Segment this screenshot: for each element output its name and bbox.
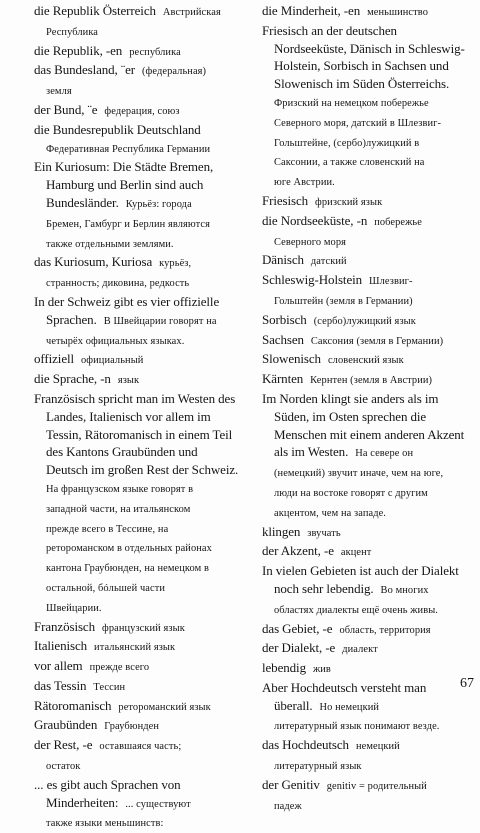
german-term: Slowenisch im Süden Österreichs.: [274, 76, 450, 92]
glossary-entry: [34, 81, 264, 101]
glossary-entry: [262, 350, 478, 370]
glossary-entry: [34, 794, 264, 814]
german-term: Kärnten: [262, 371, 304, 387]
german-term: Sorbisch: [262, 311, 307, 327]
glossary-entry: [262, 212, 478, 232]
glossary-entry: [262, 620, 478, 640]
german-term: klingen: [262, 523, 301, 539]
german-term: Deutsch im großen Rest der Schweiz.: [46, 462, 239, 478]
russian-translation: республика: [129, 46, 181, 58]
glossary-entry: [262, 796, 478, 816]
glossary-entry: [34, 618, 264, 638]
russian-translation: литературный язык: [274, 761, 362, 773]
glossary-entry: [34, 2, 264, 22]
glossary-entry: [34, 426, 264, 444]
german-term: des Kantons Graubünden und: [46, 444, 198, 460]
russian-translation: датский: [310, 256, 347, 268]
russian-translation: прежде всего: [89, 662, 150, 674]
glossary-entry: [34, 22, 264, 42]
russian-translation: прежде всего в Тессине, на: [46, 523, 169, 535]
russian-translation: Северного моря: [274, 236, 347, 248]
german-term: Minderheiten:: [46, 794, 119, 810]
german-term: In der Schweiz gibt es vier offizielle: [34, 293, 220, 309]
glossary-entry: [262, 2, 478, 22]
russian-translation: В Швейцарии говорят на: [103, 315, 217, 327]
german-term: das Hochdeutsch: [262, 737, 349, 753]
glossary-entry: [262, 736, 478, 756]
german-term: Französisch spricht man im Westen des: [34, 390, 236, 406]
glossary-entry: [34, 61, 264, 81]
glossary-entry: [34, 637, 264, 657]
russian-translation: Республика: [46, 26, 99, 38]
german-term: offiziell: [34, 351, 75, 367]
russian-translation: кантона Граубюнден, на немецком в: [46, 563, 209, 575]
glossary-entry: [262, 463, 478, 483]
russian-translation: звучать: [307, 527, 341, 539]
glossary-entry: [262, 776, 478, 796]
german-term: In vielen Gebieten ist auch der Dialekt: [262, 563, 459, 579]
glossary-entry: [262, 57, 478, 75]
german-term: Landes, Italienisch vor allem im: [46, 408, 211, 424]
german-term: noch sehr lebendig.: [274, 580, 374, 596]
glossary-entry: [262, 40, 478, 58]
russian-translation: падеж: [274, 800, 302, 812]
russian-translation: итальянский язык: [94, 642, 176, 654]
glossary-entry: [34, 390, 264, 408]
russian-translation: Швейцарии.: [46, 602, 102, 614]
russian-translation: областях диалекты ещё очень живы.: [274, 604, 438, 616]
german-term: Schleswig-Holstein: [262, 272, 363, 288]
german-term: Französisch: [34, 618, 95, 634]
glossary-entry: [262, 426, 478, 444]
russian-translation: На французском языке говорят в: [46, 483, 194, 495]
glossary-entry: [34, 813, 264, 833]
german-term: Menschen mit einem anderen Akzent: [274, 426, 465, 442]
russian-translation: люди на востоке говорят с другим: [274, 487, 428, 499]
glossary-entry: [262, 390, 478, 408]
german-term: Italienisch: [34, 638, 88, 654]
german-term: Rätoromanisch: [34, 697, 112, 713]
german-term: Dänisch: [262, 252, 304, 268]
russian-translation: меньшинство: [367, 7, 429, 18]
russian-translation: федерация, союз: [104, 105, 180, 117]
russian-translation: жив: [312, 664, 331, 676]
russian-translation: юге Австрии.: [274, 177, 335, 189]
russian-translation: земля: [46, 86, 72, 98]
glossary-entry: [34, 736, 264, 756]
glossary-entry: [262, 679, 478, 697]
russian-translation: ретороманском в отдельных районах: [46, 543, 212, 555]
glossary-entry: [34, 214, 264, 234]
russian-translation: французский язык: [102, 622, 185, 634]
russian-translation: genitiv = родительный: [326, 780, 427, 792]
german-term: die Minderheit, -en: [262, 3, 361, 18]
glossary-entry: [262, 600, 478, 620]
russian-translation: На севере он: [355, 448, 414, 460]
russian-translation: Гольштейне, (сербо)лужицкий в: [274, 137, 420, 149]
glossary-entry: [262, 75, 478, 93]
german-term: das Bundesland, ¨er: [34, 62, 135, 78]
russian-translation: Курьёз: города: [125, 198, 192, 210]
german-term: Friesisch an der deutschen: [262, 22, 397, 38]
german-term: die Bundesrepublik Deutschland: [34, 121, 201, 137]
russian-translation: Бремен, Гамбург и Берлин являются: [46, 218, 210, 230]
glossary-entry: [34, 558, 264, 578]
german-term: das Gebiet, -e: [262, 620, 333, 636]
glossary-entry: [262, 172, 478, 192]
glossary-entry: [34, 273, 264, 293]
russian-translation: Кернтен (земля в Австрии): [310, 375, 433, 387]
glossary-entry: [34, 350, 264, 370]
glossary-entry: [262, 523, 478, 543]
russian-translation: Но немецкий: [319, 701, 380, 713]
russian-translation: Во многих: [380, 584, 429, 596]
glossary-entry: [34, 194, 264, 214]
russian-translation: Северного моря, датский в Шлезвиг-: [274, 117, 442, 129]
russian-translation: язык: [117, 375, 140, 387]
glossary-entry: [34, 519, 264, 539]
german-term: Holstein, Sorbisch in Sachsen und: [274, 58, 449, 74]
glossary-entry: [262, 22, 478, 40]
russian-translation: побережье: [374, 216, 422, 228]
russian-translation: (сербо)лужицкий язык: [313, 315, 416, 327]
glossary-entry: [262, 251, 478, 271]
glossary-entry: [262, 232, 478, 252]
glossary-entry: [34, 293, 264, 311]
glossary-entry: [34, 479, 264, 499]
german-term: der Akzent, -e: [262, 543, 334, 559]
russian-translation: ... существуют: [125, 798, 191, 810]
german-term: Im Norden klingt sie anders als im: [262, 390, 439, 406]
german-term: ... es gibt auch Sprachen von: [34, 776, 181, 792]
russian-translation: (немецкий) звучит иначе, чем на юге,: [274, 468, 444, 480]
german-term: Friesisch: [262, 192, 309, 208]
russian-translation: Граубюнден: [104, 721, 160, 733]
russian-translation: западной части, на итальянском: [46, 503, 191, 515]
glossary-entry: [34, 370, 264, 390]
russian-translation: Тессин: [93, 681, 126, 693]
russian-translation: Саксония (земля в Германии): [310, 335, 444, 347]
glossary-entry: [34, 697, 264, 717]
glossary-entry: [34, 101, 264, 121]
russian-translation: акцент: [340, 547, 372, 559]
glossary-entry: [34, 139, 264, 159]
russian-translation: немецкий: [355, 741, 400, 753]
german-term: die Republik Österreich: [34, 3, 156, 18]
glossary-entry: [262, 291, 478, 311]
glossary-entry: [34, 578, 264, 598]
right-column: [262, 2, 478, 815]
glossary-entry: [34, 253, 264, 273]
glossary-entry: [262, 639, 478, 659]
glossary-entry: [262, 562, 478, 580]
glossary-entry: [262, 483, 478, 503]
german-term: der Dialekt, -e: [262, 640, 336, 656]
glossary-entry: [34, 499, 264, 519]
german-term: der Genitiv: [262, 776, 320, 792]
german-term: Aber Hochdeutsch versteht man: [262, 679, 427, 695]
russian-translation: литературный язык понимают везде.: [274, 721, 440, 733]
russian-translation: оставшаяся часть;: [99, 741, 182, 753]
glossary-entry: [262, 580, 478, 600]
glossary-entry: [34, 176, 264, 194]
russian-translation: курьёз,: [159, 258, 192, 270]
glossary-entry: [262, 503, 478, 523]
glossary-entry: [262, 113, 478, 133]
glossary-entry: [262, 133, 478, 153]
glossary-entry: [262, 93, 478, 113]
glossary-entry: [262, 716, 478, 736]
german-term: Tessin, Rätoromanisch in einem Teil: [46, 426, 233, 442]
german-term: Süden, im Osten sprechen die: [274, 408, 427, 424]
glossary-entry: [34, 311, 264, 331]
german-term: der Rest, -e: [34, 737, 93, 753]
glossary-entry: [34, 158, 264, 176]
russian-translation: также языки меньшинств:: [46, 818, 164, 830]
glossary-entry: [262, 331, 478, 351]
russian-translation: Гольштейн (земля в Германии): [274, 295, 413, 307]
russian-translation: фризский язык: [315, 196, 383, 208]
german-term: das Tessin: [34, 677, 87, 693]
glossary-entry: [262, 697, 478, 717]
russian-translation: Шлезвиг-: [369, 276, 413, 288]
glossary-entry: [34, 443, 264, 461]
german-term: als im Westen.: [274, 444, 349, 460]
left-column: [34, 2, 264, 833]
glossary-entry: [34, 677, 264, 697]
german-term: Sprachen.: [46, 311, 97, 327]
glossary-entry: [34, 331, 264, 351]
german-term: der Bund, ¨e: [34, 101, 98, 117]
german-term: lebendig: [262, 660, 306, 676]
glossary-entry: [262, 408, 478, 426]
glossary-entry: [34, 461, 264, 479]
russian-translation: акцентом, чем на западе.: [274, 507, 386, 519]
german-term: die Sprache, -n: [34, 371, 111, 387]
german-term: Ein Kuriosum: Die Städte Bremen,: [34, 159, 214, 175]
german-term: das Kuriosum, Kuriosa: [34, 254, 153, 270]
russian-translation: Федеративная Республика Германии: [46, 143, 211, 155]
glossary-entry: [34, 234, 264, 254]
glossary-entry: [262, 192, 478, 212]
russian-translation: остаток: [46, 761, 81, 773]
german-term: Nordseeküste, Dänisch in Schleswig-: [274, 40, 465, 56]
german-term: Hamburg und Berlin sind auch: [46, 177, 204, 193]
russian-translation: Фризский на немецком побережье: [274, 97, 429, 109]
glossary-entry: [34, 776, 264, 794]
german-term: überall.: [274, 697, 313, 713]
german-term: die Republik, -en: [34, 42, 123, 58]
russian-translation: диалект: [342, 644, 378, 656]
glossary-entry: [34, 716, 264, 736]
russian-translation: Саксонии, а также словенский на: [274, 157, 425, 169]
russian-translation: (федеральная): [142, 66, 207, 78]
glossary-entry: [34, 538, 264, 558]
german-term: Slowenisch: [262, 351, 321, 367]
glossary-entry: [262, 443, 478, 463]
russian-translation: словенский язык: [327, 355, 404, 367]
russian-translation: четырёх официальных языках.: [46, 335, 185, 347]
glossary-entry: [262, 152, 478, 172]
glossary-entry: [262, 311, 478, 331]
glossary-entry: [34, 42, 264, 62]
glossary-entry: [262, 659, 478, 679]
glossary-entry: [262, 271, 478, 291]
glossary-entry: [262, 370, 478, 390]
russian-translation: Австрийская: [162, 7, 221, 18]
german-term: die Nordseeküste, -n: [262, 212, 368, 228]
russian-translation: ретороманский язык: [118, 701, 211, 713]
russian-translation: область, территория: [339, 624, 431, 636]
glossary-entry: [34, 657, 264, 677]
german-term: Sachsen: [262, 331, 304, 347]
german-term: Bundesländer.: [46, 194, 119, 210]
glossary-entry: [262, 756, 478, 776]
russian-translation: остальной, бóльшей части: [46, 582, 166, 594]
glossary-entry: [34, 121, 264, 139]
german-term: vor allem: [34, 658, 83, 674]
glossary-entry: [34, 408, 264, 426]
russian-translation: странность; диковина, редкость: [46, 278, 190, 290]
german-term: Graubünden: [34, 717, 98, 733]
glossary-entry: [34, 756, 264, 776]
page-number: 67: [460, 676, 474, 691]
russian-translation: также отдельными землями.: [46, 238, 174, 250]
glossary-entry: [262, 542, 478, 562]
russian-translation: официальный: [81, 355, 144, 367]
glossary-entry: [34, 598, 264, 618]
